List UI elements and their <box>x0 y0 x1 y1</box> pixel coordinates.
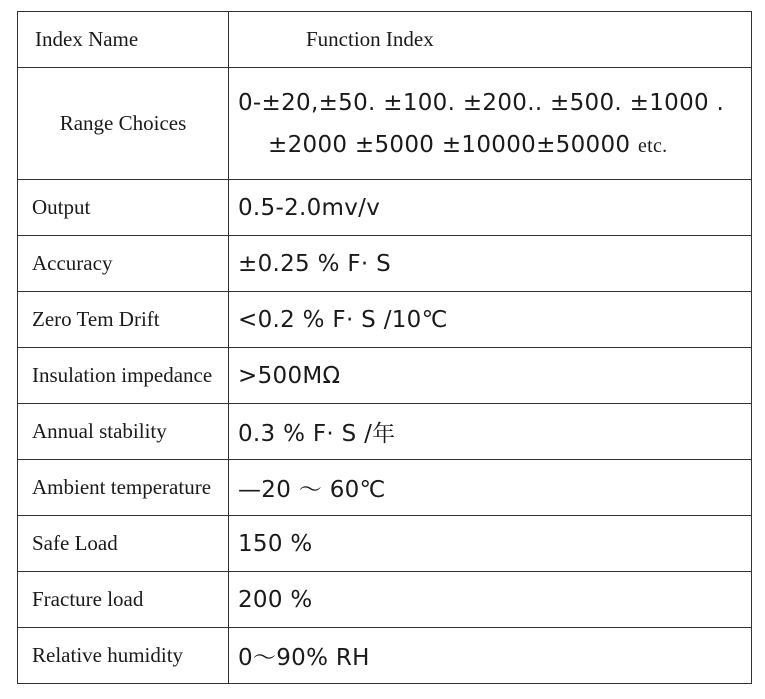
row-value-relative-humidity: 0～90% RH <box>229 628 752 684</box>
row-value-annual-stability: 0.3 % F· S /年 <box>229 404 752 460</box>
row-value-safe-load: 150 % <box>229 516 752 572</box>
header-index-name: Index Name <box>18 12 229 68</box>
header-row <box>18 12 752 68</box>
table-row-relative-humidity <box>18 628 752 684</box>
range-choices-line-1: 0-±20,±50. ±100. ±200.. ±500. ±1000 . <box>238 89 725 116</box>
range-choices-line-2 <box>238 132 751 158</box>
table-row-range-choices <box>18 68 752 180</box>
row-value-zero-tem-drift: <0.2 % F· S /10℃ <box>229 292 752 348</box>
row-value-range-choices <box>229 68 752 180</box>
row-name-annual-stability: Annual stability <box>18 404 229 460</box>
row-name-relative-humidity: Relative humidity <box>18 628 229 684</box>
row-name-insulation-impedance: Insulation impedance <box>18 348 229 404</box>
row-name-range-choices: Range Choices <box>18 68 229 180</box>
row-name-safe-load: Safe Load <box>18 516 229 572</box>
row-name-fracture-load: Fracture load <box>18 572 229 628</box>
table-row-ambient-temperature <box>18 460 752 516</box>
row-name-zero-tem-drift: Zero Tem Drift <box>18 292 229 348</box>
row-value-ambient-temperature: —20 ～ 60℃ <box>229 460 752 516</box>
row-value-fracture-load: 200 % <box>229 572 752 628</box>
range-choices-suffix: etc. <box>637 134 668 157</box>
row-value-output: 0.5-2.0mv/v <box>229 180 752 236</box>
table-row-output <box>18 180 752 236</box>
table-row-safe-load <box>18 516 752 572</box>
table-row-annual-stability <box>18 404 752 460</box>
row-value-insulation-impedance: >500MΩ <box>229 348 752 404</box>
table-row-accuracy <box>18 236 752 292</box>
range-choices-line-2-values: ±2000 ±5000 ±10000±50000 <box>268 131 631 158</box>
row-name-output: Output <box>18 180 229 236</box>
table-row-zero-tem-drift <box>18 292 752 348</box>
row-value-accuracy: ±0.25 % F· S <box>229 236 752 292</box>
row-name-ambient-temperature: Ambient temperature <box>18 460 229 516</box>
table-row-insulation-impedance <box>18 348 752 404</box>
table-row-fracture-load <box>18 572 752 628</box>
spec-table <box>17 11 752 684</box>
header-function-index: Function Index <box>229 12 752 68</box>
row-name-accuracy: Accuracy <box>18 236 229 292</box>
